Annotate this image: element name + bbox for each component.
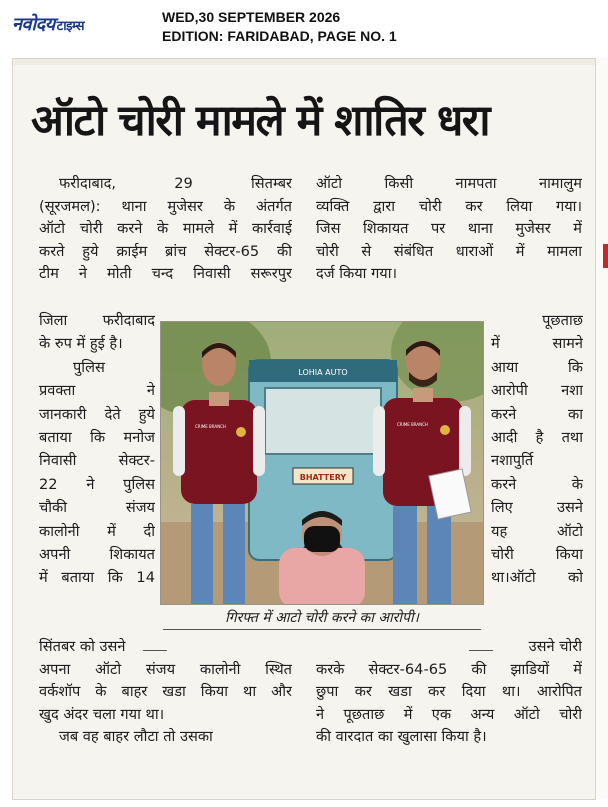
column-left-narrow: [39, 309, 155, 590]
text-line: ने पूछताछ में एक अन्य ऑटो चोरी: [316, 705, 582, 723]
text-line: प्रवक्ता ने: [39, 382, 155, 400]
text-line: चोरी किया: [491, 546, 583, 564]
text-line: उसने चोरी: [528, 638, 582, 655]
text-line: की वारदात का खुलासा किया है।: [316, 728, 487, 746]
text-line: नशापुर्ति: [491, 452, 534, 470]
text-line: चोरी से संबंधित धाराओं में मामला: [316, 242, 582, 260]
photo-caption: गिरफ्त में आटो चोरी करने का आरोपी।: [163, 607, 481, 630]
text-line: पूछताछ: [542, 312, 583, 329]
text-line: सिंतबर को उसने: [39, 638, 126, 655]
text-line: यह ऑटो: [491, 522, 583, 540]
text-line: वर्कशॉप के बाहर खडा किया था और: [39, 683, 292, 701]
text-line: दर्ज किया गया।: [316, 265, 398, 283]
edition-info: [162, 8, 397, 46]
text-line: में बताया कि 14: [39, 569, 155, 587]
newspaper-logo: [12, 12, 84, 36]
text-line: कालोनी में दी: [39, 522, 155, 540]
text-line: खुद अंदर चला गया था।: [39, 705, 165, 723]
text-line: के रुप में हुई है।: [39, 335, 123, 353]
text-line: में सामने: [491, 335, 583, 353]
text-line: फरीदाबाद, 29 सितम्बर: [59, 175, 292, 192]
text-line: अपना ऑटो संजय कालोनी स्थित: [39, 660, 292, 678]
text-line: ऑटो किसी नामपता नामालुम: [316, 175, 582, 192]
rickshaw-plate: BHATTERY: [299, 473, 347, 482]
text-line: ऑटो चोरी करने के मामले में कार्रवाई: [39, 220, 292, 238]
text-line: चौकी संजय: [39, 499, 155, 517]
page-header: [0, 0, 608, 58]
text-line: लिए उसने: [491, 499, 583, 517]
column-1-bottom: [39, 636, 292, 749]
vest-label-right: CRIME BRANCH: [397, 422, 428, 427]
text-line: जिस शिकायत पर थाना मुजेसर में: [316, 220, 582, 238]
column-1-top: [39, 173, 292, 286]
red-mark: [603, 244, 608, 268]
text-line: निवासी सेक्टर-: [39, 452, 155, 470]
news-clipping: [12, 58, 596, 800]
column-right-narrow: [491, 309, 583, 590]
text-line: छुपा कर खडा कर दिया था। आरोपित: [316, 683, 582, 701]
text-line: पुलिस: [73, 358, 105, 376]
rickshaw-sign: LOHIA AUTO: [298, 368, 348, 377]
news-photo: [160, 321, 484, 605]
text-line: जानकारी देते हुये: [39, 405, 155, 423]
adjacent-clipping-edge: [594, 58, 608, 798]
text-line: आदी है तथा: [491, 429, 583, 447]
text-line: (सूरजमल): थाना मुजेसर के अंतर्गत: [39, 197, 292, 215]
text-line: जिला फरीदाबाद: [39, 312, 155, 329]
paper-crease: [13, 59, 595, 65]
column-2-top: [316, 173, 582, 286]
text-line: आरोपी नशा: [491, 382, 583, 400]
text-line: 22 ने पुलिस: [39, 475, 155, 493]
text-line: करते हुये क्राईम ब्रांच सेक्टर-65 की: [39, 242, 292, 260]
text-line: जब वह बाहर लौटा तो उसका: [59, 728, 213, 746]
logo-main: नवोदय: [12, 14, 55, 35]
text-line: टीम ने मोती चन्द निवासी सरूरपुर: [39, 265, 292, 283]
text-line: करके सेक्टर-64-65 की झाडियों में: [316, 660, 582, 678]
vest-label-left: CRIME BRANCH: [195, 424, 226, 429]
text-line: करने के: [491, 475, 583, 493]
date-line: WED,30 SEPTEMBER 2026: [162, 9, 341, 25]
text-line: आया कि: [491, 358, 583, 376]
text-line: व्यक्ति द्वारा चोरी कर लिया गया।: [316, 197, 582, 215]
text-line: करने का: [491, 405, 583, 423]
photo-illustration: [161, 322, 483, 604]
text-line: था।ऑटो को: [491, 569, 583, 587]
edition-line: EDITION: FARIDABAD, PAGE NO. 1: [162, 28, 397, 44]
text-line: बताया कि मनोज: [39, 429, 155, 447]
text-line: अपनी शिकायत: [39, 546, 155, 564]
logo-sub: टाइम्स: [56, 19, 84, 34]
caption-rule-right: [469, 650, 493, 651]
article-headline: ऑटो चोरी मामले में शातिर धरा: [31, 96, 490, 146]
column-2-bottom: [316, 636, 582, 749]
